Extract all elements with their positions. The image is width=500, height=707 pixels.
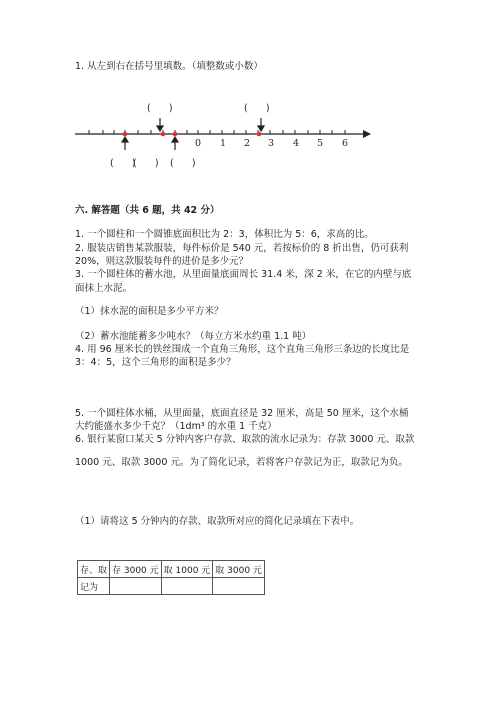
- table-cell: 存 3000 元: [110, 561, 162, 578]
- record-table: [77, 560, 265, 595]
- arrow-up-icon: [122, 137, 128, 150]
- question-line: （2）蓄水池能蓄多少吨水？（每立方米水约重 1.1 吨）: [75, 331, 312, 342]
- answer-cell[interactable]: [213, 578, 265, 595]
- question-line: 面抹上水泥。: [75, 283, 133, 294]
- answer-cell[interactable]: [161, 578, 213, 595]
- number-line-arrow: [363, 130, 371, 138]
- tick-label: 4: [293, 138, 300, 149]
- tick-label: 2: [244, 138, 251, 149]
- table-cell: 记为: [78, 578, 110, 595]
- answer-blank[interactable]: ( ): [133, 158, 159, 169]
- table-cell: 取 3000 元: [213, 561, 265, 578]
- question-line: （1）请将这 5 分钟内的存款、取款所对应的简化记录填在下表中。: [75, 516, 360, 527]
- question-line: 1000 元、取款 3000 元。为了简化记录，若将客户存款记为正，取款记为负。: [75, 457, 408, 468]
- question-line: 6. 银行某窗口某天 5 分钟内客户存款、取款的流水记录为：存款 3000 元、取款: [75, 434, 415, 445]
- question-line: 3：4：5，这个三角形的面积是多少？: [75, 357, 236, 368]
- answer-blank[interactable]: ( ): [244, 103, 270, 114]
- arrow-up-icon: [172, 137, 178, 150]
- number-line-point: [257, 132, 262, 137]
- number-line-point: [173, 132, 178, 137]
- number-line-point: [161, 132, 166, 137]
- question-line: 1. 一个圆柱和一个圆锥底面积比为 2：3，体积比为 5：6，求高的比。: [75, 229, 374, 240]
- answer-blank[interactable]: ( ): [170, 158, 196, 169]
- arrow-down-icon: [258, 118, 264, 131]
- tick-label: 5: [317, 138, 324, 149]
- table-cell: 取 1000 元: [161, 561, 213, 578]
- question-line: （1）抹水泥的面积是多少平方米？: [75, 306, 224, 317]
- question-line: 3. 一个圆柱体的蓄水池，从里面量底面周长 31.4 米，深 2 米，在它的内壁与底: [75, 269, 412, 280]
- question-line: 20%，则这款服装每件的进价是多少元？: [75, 256, 249, 267]
- question-line: 大约能盛水多少千克？（1dm³ 的水重 1 千克）: [75, 421, 277, 432]
- question-line: 2. 服装店销售某款服装，每件标价是 540 元，若按标价的 8 折出售，仍可获利: [75, 243, 409, 254]
- tick-label: 0: [195, 138, 202, 149]
- table-row: [78, 561, 265, 578]
- section-heading: 六. 解答题（共 6 题，共 42 分）: [75, 205, 220, 216]
- question-line: 4. 用 96 厘米长的铁丝围成一个直角三角形，这个直角三角形三条边的长度比是: [75, 344, 410, 355]
- number-line-ticks: [89, 130, 345, 134]
- q1-prompt: 1. 从左到右在括号里填数。（填整数或小数）: [75, 61, 263, 72]
- tick-label: 3: [268, 138, 275, 149]
- tick-label: 1: [220, 138, 227, 149]
- table-cell: 存、取: [78, 561, 110, 578]
- table-row: [78, 578, 265, 595]
- tick-label: 6: [342, 138, 349, 149]
- question-line: 5. 一个圆柱体水桶，从里面量，底面直径是 32 厘米，高是 50 厘米，这个水桶: [75, 408, 409, 419]
- number-line-point: [123, 132, 128, 137]
- answer-blank[interactable]: ( ): [147, 103, 173, 114]
- arrow-down-icon: [157, 118, 163, 131]
- answer-blank[interactable]: ( ): [110, 158, 136, 169]
- answer-cell[interactable]: [110, 578, 162, 595]
